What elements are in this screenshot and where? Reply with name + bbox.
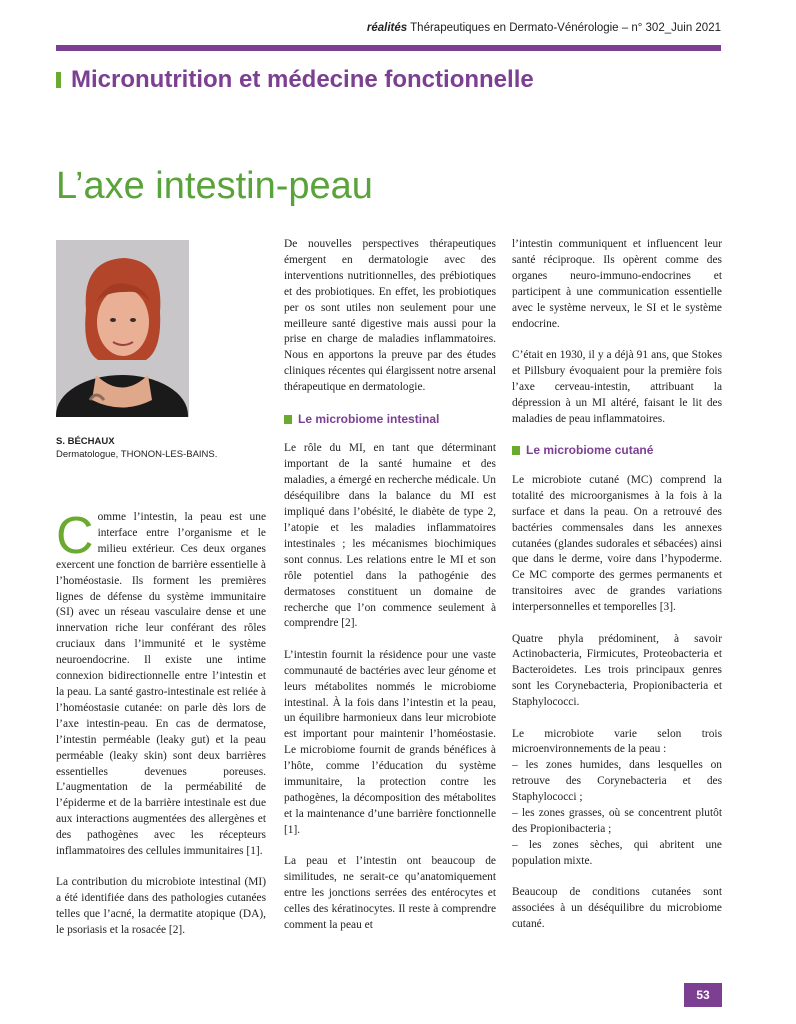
running-header — [0, 22, 721, 34]
list-paragraph — [512, 727, 722, 870]
column-1 — [56, 507, 266, 955]
author-portrait — [56, 240, 189, 417]
list-item: – les zones sèches, qui abritent une population mixte. — [512, 838, 722, 867]
portrait-illustration — [56, 240, 189, 417]
paragraph: l’intestin communiquent et influencent leur santé réciproque. Ils opèrent comme des organes neuro-immuno-endocrines et participent à une communication essentielle avec le système nerveux, le SI et le système endocrine. — [512, 238, 722, 330]
column-3 — [512, 237, 722, 948]
list-intro: Le microbiote varie selon trois microenvironnements de la peau : — [512, 727, 722, 756]
header-rule — [56, 45, 721, 51]
paragraph: La contribution du microbiote intestinal (MI) a été identifiée dans des pathologies cutanées telles que l’acné, la dermatite atopique (DA), le psoriasis et la rosacée [2]. — [56, 876, 266, 937]
intro-paragraph — [56, 507, 266, 860]
subheading-intestinal — [284, 412, 496, 428]
subheading-cutane — [512, 443, 722, 459]
subheading-marker-icon — [512, 446, 520, 455]
author-block — [56, 436, 217, 460]
author-name: S. BÉCHAUX — [56, 436, 115, 447]
article-title: L’axe intestin-peau — [56, 165, 373, 208]
subheading-marker-icon — [284, 415, 292, 424]
journal-brand: réalités — [366, 22, 408, 34]
paragraph: De nouvelles perspectives thérapeutiques émergent en dermatologie avec des interventions nutritionnelles, des prébiotiques et des probiotiques. En effet, les probiotiques per os sont utiles non seulement pour une meilleure santé digestive mais aussi pour la prise en charge de maladies inflammatoires. Nous en apportons la preuve par des études cliniques récentes qui élargissent notre arsenal thérapeutique en dermatologie. — [284, 238, 496, 394]
subheading-text: Le microbiome intestinal — [298, 411, 440, 426]
section-marker-icon — [56, 72, 61, 88]
intro-paragraph-text: omme l’intestin, la peau est une interface entre l’organisme et le milieu extérieur. Ces deux organes exercent une fonction de barrière essentielle à l’homéostasie. Ils forment les premières lignes de défense du système immunitaire (SI) avec un réseau vasculaire dense et une innervation riche leur conférant des rôles cruciaux dans l’immunité et le système neuroendocrine. Il existe une intime connexion bidirectionnelle entre l’intestin et la peau. La santé gastro-intestinale est reliée à l’homéostasie cutanée: on parle dès lors de l’axe intestin-peau. En cas de dermatose, l’intestin perméable (leaky gut) et la peau perméable (leaky skin) sont deux barrières essentielles devenues poreuses. L’augmentation de la perméabilité de l’épiderme et de la barrière intestinale est due aux interactions augmentées des allergènes et des pathogènes avec les récepteurs inflammatoires des cellules immunitaires [1]. — [56, 511, 266, 858]
paragraph: L’intestin fournit la résidence pour une vaste communauté de bactéries avec leur génome et leurs métabolites nommés le microbiome intestinal. À la fois dans l’intestin et la peau, un équilibre harmonieux dans leur microbiote est important pour maintenir l’homéostasie. Le microbiome fournit de grands bénéfices à l’hôte, comme l’éducation du système immunitaire, la protection contre les pathogènes, la décomposition des métabolites et la maintenance d’une barrière fonctionnelle [1]. — [284, 648, 496, 836]
drop-cap: C — [56, 507, 94, 565]
list-item: – les zones humides, dans lesquelles on retrouve des Corynebacteria et des Staphylococci ; — [512, 759, 722, 804]
list-item: – les zones grasses, où se concentrent plutôt des Propionibacteria ; — [512, 807, 722, 835]
section-title — [56, 66, 534, 94]
journal-issue: Thérapeutiques en Dermato-Vénérologie – n° 302_Juin 2021 — [410, 22, 721, 34]
paragraph: Le microbiote cutané (MC) comprend la totalité des microorganismes à la fois à la surface et dans la peau. On a retrouvé des bactéries commensales dans les annexes cutanées (glandes sudorales et sébacées) ainsi que dans le derme, voire dans l’hypoderme. Ce MC comporte des germes permanents et transitoires avec de grandes variations interpersonnelles et temporelles [3]. — [512, 473, 722, 614]
page-number: 53 — [684, 983, 722, 1007]
paragraph: La peau et l’intestin ont beaucoup de similitudes, ne serait-ce qu’anatomiquement entre les jonctions serrées des entérocytes et celles des kératinocytes. Il reste à comprendre comment la peau et — [284, 855, 496, 931]
author-affiliation: Dermatologue, THONON-LES-BAINS. — [56, 449, 218, 460]
paragraph: Beaucoup de conditions cutanées sont associées à un déséquilibre du microbiome cutané. — [512, 886, 722, 931]
paragraph: C’était en 1930, il y a déjà 91 ans, que Stokes et Pillsbury évoquaient pour la première fois l’axe cerveau-intestin, attribuant la dépression à un MI altéré, faisant le lit des maladies de peau inflammatoires. — [512, 348, 722, 425]
section-title-text: Micronutrition et médecine fonctionnelle — [71, 66, 534, 93]
paragraph: Le rôle du MI, en tant que déterminant important de la santé humaine et des maladies, a émergé en recherche médicale. Un déséquilibre dans la balance du MI est impliqué dans l’obésité, le diabète de type 2, l’atopie et les maladies inflammatoires intestinales ; les mécanismes biochimiques sont connus. Les relations entre le MI et son rôle potentiel dans la pathogénie des dermatoses constituent un domaine de recherche que l’on commence seulement à comprendre [2]. — [284, 442, 496, 630]
paragraph: Quatre phyla prédominent, à savoir Actinobacteria, Firmicutes, Proteobacteria et Bacteroidetes. Les trois principaux genres sont les Corynebacteria, Propionibacteria et Staphylococci. — [512, 632, 722, 709]
subheading-text: Le microbiome cutané — [526, 442, 654, 457]
column-2 — [284, 237, 496, 949]
